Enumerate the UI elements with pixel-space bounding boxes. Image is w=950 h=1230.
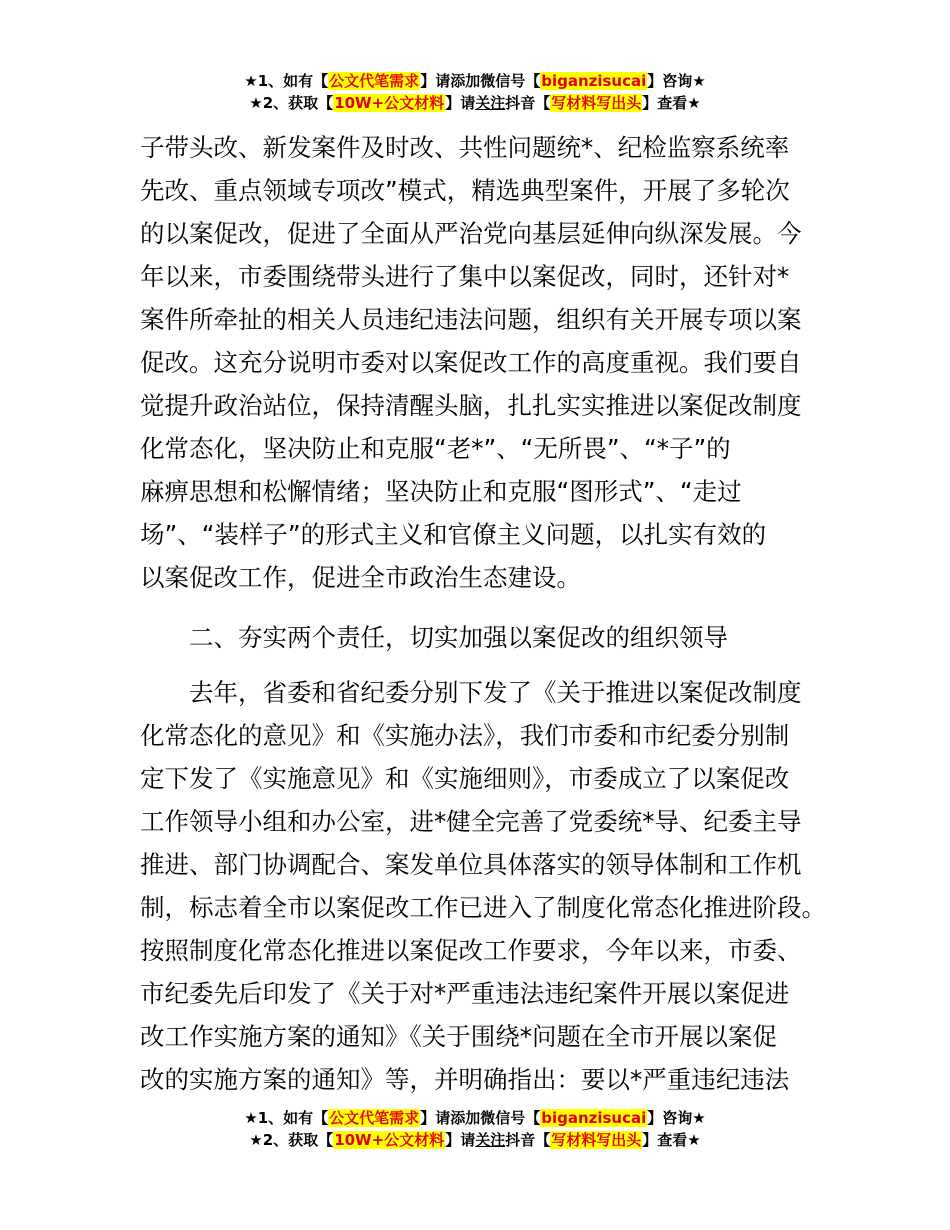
footer-banner — [0, 1107, 950, 1151]
banner-text: 】查看★ — [642, 94, 701, 112]
text-line: 推进、部门协调配合、案发单位具体落实的领导体制和工作机 — [140, 850, 802, 879]
banner-highlight: 公文代笔需求 — [329, 72, 420, 90]
banner-underlined: 关注 — [475, 94, 506, 112]
text-line: 年以来，市委围绕带头进行了集中以案促改，同时，还针对* — [140, 262, 790, 291]
text-line: 场”、“装样子”的形式主义和官僚主义问题，以扎实有效的 — [140, 520, 767, 549]
text-line: 案件所牵扯的相关人员违纪违法问题，组织有关开展专项以案 — [140, 305, 802, 334]
banner-text: ★2、获取【 — [249, 1131, 334, 1149]
banner-text: ★2、获取【 — [249, 94, 334, 112]
banner-text: ★1、如有【 — [244, 1109, 329, 1127]
banner-text: ★1、如有【 — [244, 72, 329, 90]
text-line: 化常态化，坚决防止和克服“老*”、“无所畏”、“*子”的 — [140, 434, 731, 463]
text-line: 按照制度化常态化推进以案促改工作要求，今年以来，市委、 — [140, 936, 802, 965]
banner-highlight: 公文代笔需求 — [329, 1109, 420, 1127]
section-heading — [140, 616, 820, 659]
banner-highlight: 写材料写出头 — [551, 94, 642, 112]
paragraph-2 — [140, 671, 826, 1101]
header-banner — [0, 70, 950, 114]
banner-text: 】咨询★ — [647, 72, 706, 90]
text-line: 定下发了《实施意见》和《实施细则》，市委成立了以案促改 — [140, 764, 790, 793]
text-line: 觉提升政治站位，保持清醒头脑，扎扎实实推进以案促改制度 — [140, 391, 802, 420]
banner-underlined: 关注 — [475, 1131, 506, 1149]
banner-text: 抖音【 — [505, 1131, 551, 1149]
text-line: 改的实施方案的通知》等，并明确指出：要以*严重违纪违法 — [140, 1065, 790, 1094]
text-line: 工作领导小组和办公室，进*健全完善了党委统*导、纪委主导 — [140, 807, 802, 836]
text-line: 以案促改工作，促进全市政治生态建设。 — [140, 563, 581, 592]
text-line: 市纪委先后印发了《关于对*严重违法违纪案件开展以案促进 — [140, 979, 790, 1008]
banner-text: 抖音【 — [505, 94, 551, 112]
text-line: 先改、重点领域专项改”模式，精选典型案件，开展了多轮次 — [140, 176, 790, 205]
text-line: 化常态化的意见》和《实施办法》，我们市委和市纪委分别制 — [140, 721, 790, 750]
text-line: 制，标志着全市以案促改工作已进入了制度化常态化推进阶段。 — [140, 893, 826, 922]
banner-highlight: 10W+公文材料 — [334, 94, 445, 112]
banner-line-2 — [0, 1129, 950, 1151]
banner-text: 】查看★ — [642, 1131, 701, 1149]
banner-text: 】请 — [445, 1131, 476, 1149]
text-line: 子带头改、新发案件及时改、共性问题统*、纪检监察系统率 — [140, 133, 790, 162]
text-line: 去年，省委和省纪委分别下发了《关于推进以案促改制度 — [189, 678, 802, 707]
banner-wechat-id: biganzisucai — [541, 72, 647, 90]
banner-line-1 — [0, 1107, 950, 1129]
banner-line-1 — [0, 70, 950, 92]
banner-text: 】请 — [445, 94, 476, 112]
text-line: 改工作实施方案的通知》《关于围绕*问题在全市开展以案促 — [140, 1022, 777, 1051]
paragraph-1 — [140, 126, 820, 599]
banner-line-2 — [0, 92, 950, 114]
banner-text: 】请添加微信号【 — [420, 1109, 541, 1127]
document-body — [140, 126, 826, 1101]
text-line: 麻痹思想和松懈情绪；坚决防止和克服“图形式”、“走过 — [140, 477, 742, 506]
banner-text: 】咨询★ — [647, 1109, 706, 1127]
text-line: 的以案促改，促进了全面从严治党向基层延伸向纵深发展。今 — [140, 219, 802, 248]
heading-text: 二、夯实两个责任，切实加强以案促改的组织领导 — [189, 623, 728, 652]
banner-highlight: 写材料写出头 — [551, 1131, 642, 1149]
banner-text: 】请添加微信号【 — [420, 72, 541, 90]
text-line: 促改。这充分说明市委对以案促改工作的高度重视。我们要自 — [140, 348, 802, 377]
banner-wechat-id: biganzisucai — [541, 1109, 647, 1127]
banner-highlight: 10W+公文材料 — [334, 1131, 445, 1149]
